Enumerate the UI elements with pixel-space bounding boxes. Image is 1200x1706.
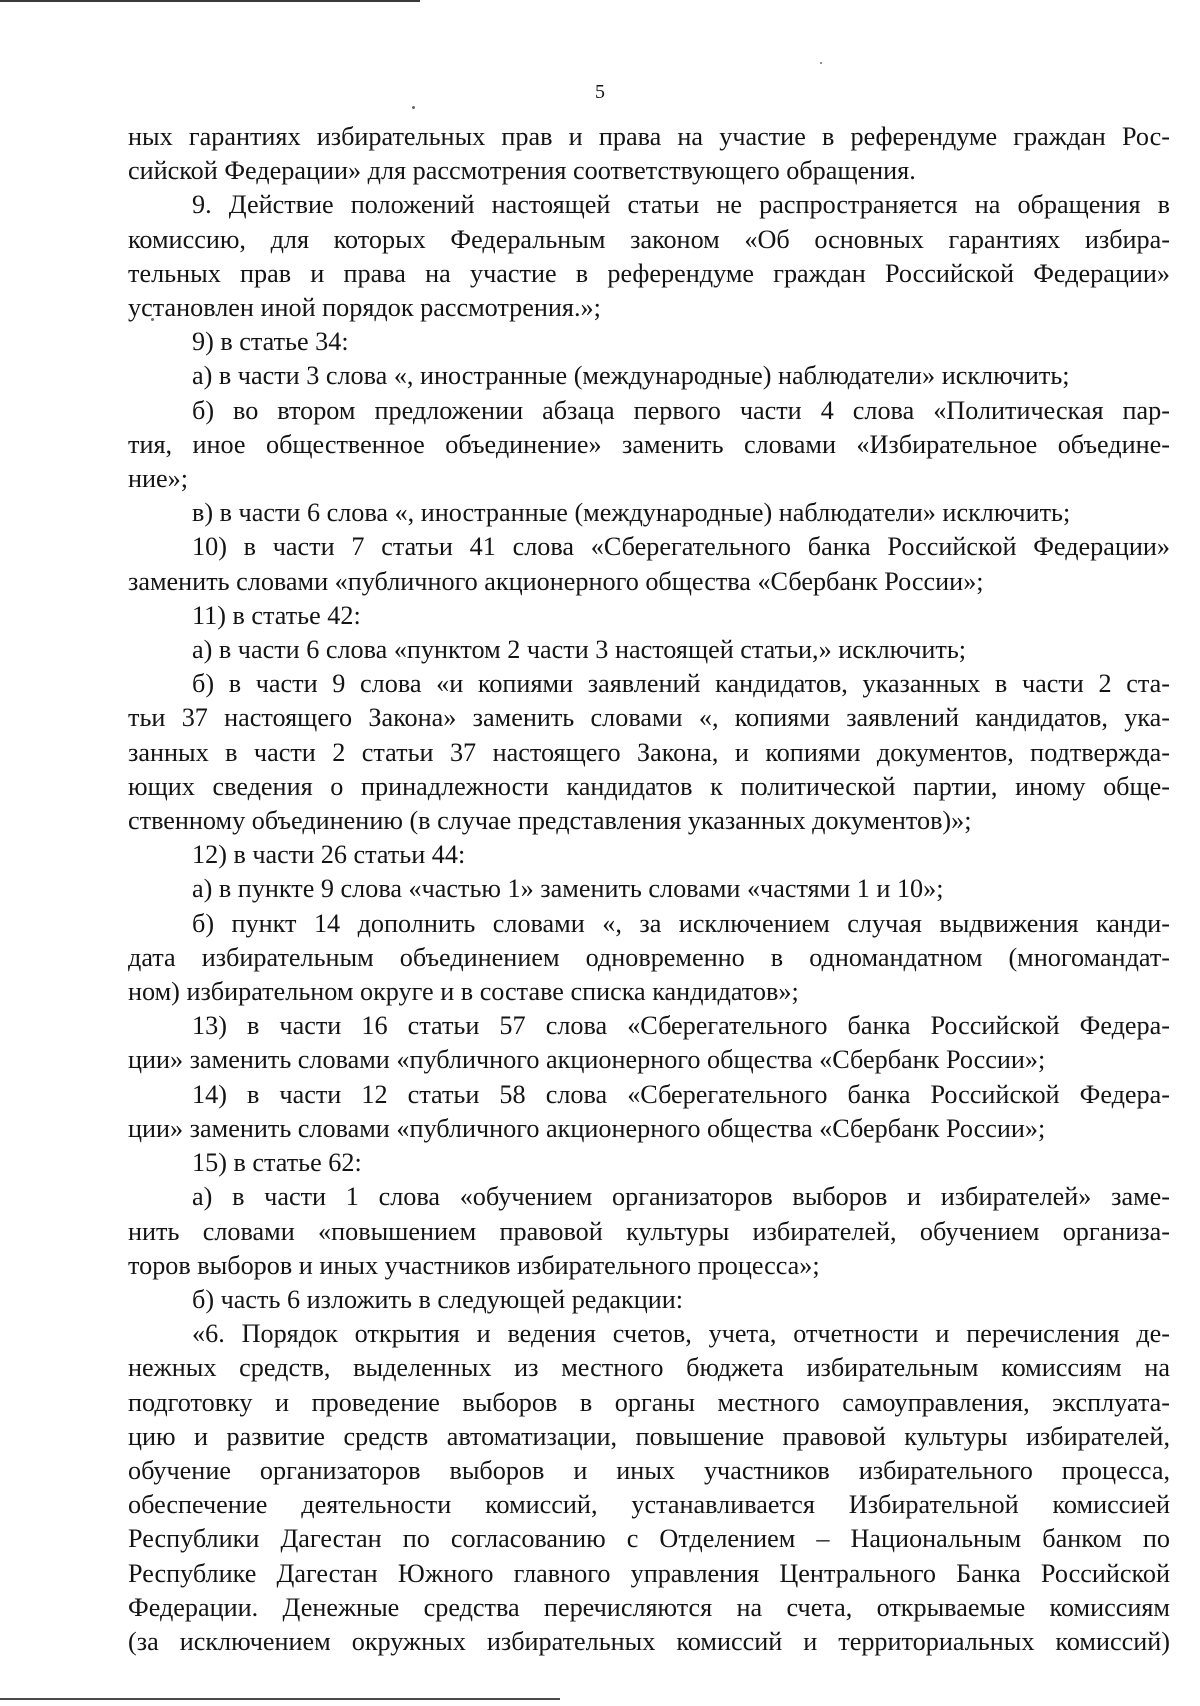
page-number: 5 bbox=[595, 81, 605, 103]
text-line: 15) в статье 62: bbox=[192, 1148, 362, 1178]
text-line: обучение организаторов выборов и иных участников избирательного процесса, bbox=[128, 1455, 1170, 1485]
text-line: ции» заменить словами «публичного акционерного общества «Сбербанк России»; bbox=[128, 1113, 1046, 1143]
text-line: 11) в статье 42: bbox=[192, 600, 361, 630]
text-line: а) в части 6 слова «пунктом 2 части 3 настоящей статьи,» исключить; bbox=[192, 635, 967, 665]
text-line: ющих сведения о принадлежности кандидатов к политической партии, иному обще- bbox=[128, 771, 1170, 801]
text-line: заменить словами «публичного акционерного общества «Сбербанк России»; bbox=[128, 566, 984, 596]
text-line: в) в части 6 слова «, иностранные (международные) наблюдатели» исключить; bbox=[192, 498, 1071, 528]
text-line: Республике Дагестан Южного главного управления Центрального Банка Российской bbox=[128, 1558, 1170, 1588]
text-line: ственному объединению (в случае представления указанных документов)»; bbox=[128, 806, 972, 836]
text-line: Федерации. Денежные средства перечисляются на счета, открываемые комиссиям bbox=[128, 1592, 1170, 1622]
text-line: ции» заменить словами «публичного акционерного общества «Сбербанк России»; bbox=[128, 1045, 1046, 1075]
text-line: 13) в части 16 статьи 57 слова «Сберегательного банка Российской Федера- bbox=[192, 1011, 1170, 1041]
text-line: ном) избирательном округе и в составе списка кандидатов»; bbox=[128, 977, 799, 1007]
text-line: тельных прав и права на участие в референдуме граждан Российской Федерации» bbox=[128, 258, 1170, 288]
scan-edge-top bbox=[0, 0, 420, 2]
text-line: ние»; bbox=[128, 464, 189, 494]
text-line: а) в пункте 9 слова «частью 1» заменить словами «частями 1 и 10»; bbox=[192, 874, 944, 904]
text-line: нежных средств, выделенных из местного бюджета избирательным комиссиям на bbox=[128, 1353, 1170, 1383]
scan-speck bbox=[820, 62, 822, 64]
text-line: а) в части 3 слова «, иностранные (международные) наблюдатели» исключить; bbox=[192, 361, 1070, 391]
text-line: цию и развитие средств автоматизации, повышение правовой культуры избирателей, bbox=[128, 1421, 1170, 1451]
text-line: 14) в части 12 статьи 58 слова «Сберегательного банка Российской Федера- bbox=[192, 1079, 1170, 1109]
text-line: б) пункт 14 дополнить словами «, за исключением случая выдвижения канди- bbox=[192, 908, 1170, 938]
text-line: б) в части 9 слова «и копиями заявлений кандидатов, указанных в части 2 ста- bbox=[192, 669, 1170, 699]
text-line: дата избирательным объединением одновременно в одномандатном (многомандат- bbox=[128, 942, 1170, 972]
text-line: «6. Порядок открытия и ведения счетов, учета, отчетности и перечисления де- bbox=[192, 1319, 1170, 1349]
text-line: сийской Федерации» для рассмотрения соответствующего обращения. bbox=[128, 156, 916, 186]
text-line: торов выборов и иных участников избирательного процесса»; bbox=[128, 1250, 820, 1280]
text-line: (за исключением окружных избирательных комиссий и территориальных комиссий) bbox=[128, 1626, 1170, 1656]
text-line: комиссию, для которых Федеральным законом «Об основных гарантиях избира- bbox=[128, 224, 1170, 254]
text-line: подготовку и проведение выборов в органы местного самоуправления, эксплуата- bbox=[128, 1387, 1170, 1417]
text-line: 10) в части 7 статьи 41 слова «Сберегательного банка Российской Федерации» bbox=[192, 532, 1170, 562]
text-line: б) во втором предложении абзаца первого части 4 слова «Политическая пар- bbox=[192, 395, 1170, 425]
text-line: 9) в статье 34: bbox=[192, 327, 349, 357]
text-line: а) в части 1 слова «обучением организаторов выборов и избирателей» заме- bbox=[192, 1182, 1170, 1212]
text-line: 9. Действие положений настоящей статьи не распространяется на обращения в bbox=[192, 190, 1170, 220]
text-line: занных в части 2 статьи 37 настоящего Закона, и копиями документов, подтвержда- bbox=[128, 737, 1170, 767]
text-line: ных гарантиях избирательных прав и права на участие в референдуме граждан Рос- bbox=[128, 122, 1170, 151]
text-line: установлен иной порядок рассмотрения.»; bbox=[128, 293, 601, 323]
text-line: б) часть 6 изложить в следующей редакции: bbox=[192, 1284, 684, 1314]
document-body bbox=[128, 120, 1170, 1659]
text-line: обеспечение деятельности комиссий, устанавливается Избирательной комиссией bbox=[128, 1490, 1170, 1520]
text-line: тьи 37 настоящего Закона» заменить словами «, копиями заявлений кандидатов, ука- bbox=[128, 703, 1170, 733]
scan-speck bbox=[412, 106, 415, 109]
scan-edge-bottom bbox=[0, 1698, 560, 1700]
text-line: тия, иное общественное объединение» заменить словами «Избирательное объедине- bbox=[128, 429, 1170, 459]
text-line: Республики Дагестан по согласованию с Отделением – Национальным банком по bbox=[128, 1524, 1170, 1554]
text-line: 12) в части 26 статьи 44: bbox=[192, 840, 466, 870]
text-line: нить словами «повышением правовой культуры избирателей, обучением организа- bbox=[128, 1216, 1170, 1246]
